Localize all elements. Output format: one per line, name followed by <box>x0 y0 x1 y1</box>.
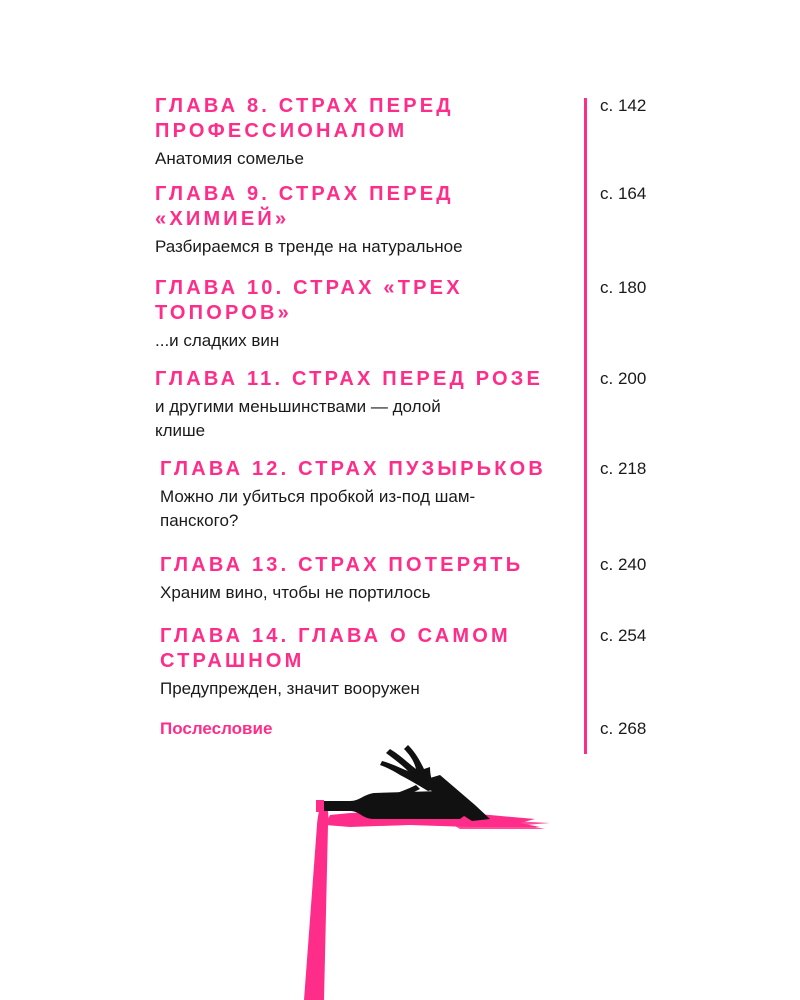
chapter-subtitle: Храним вино, чтобы не портилось <box>160 583 431 602</box>
chapter-subtitle: Анатомия сомелье <box>155 149 304 168</box>
claw-hand <box>380 745 436 791</box>
page-number: с. 268 <box>600 719 647 738</box>
toc-entry-chapter-13[interactable] <box>160 553 600 605</box>
toc-entry-chapter-14[interactable] <box>160 624 600 701</box>
page-number: с. 142 <box>600 96 647 115</box>
chapter-title: ГЛАВА 9. СТРАХ ПЕРЕД «ХИМИЕЙ» <box>155 183 454 230</box>
toc-entry-chapter-9[interactable] <box>155 182 595 259</box>
divider-line <box>584 98 587 754</box>
page-number: с. 218 <box>600 459 647 478</box>
chapter-title: ГЛАВА 10. СТРАХ «ТРЕХ ТОПОРОВ» <box>155 277 463 324</box>
page-number: с. 164 <box>600 184 647 203</box>
chapter-subtitle: и другими меньшинствами — долой клише <box>155 397 441 440</box>
page-number: с. 200 <box>600 369 647 388</box>
toc-entry-chapter-11[interactable] <box>155 367 595 443</box>
chapter-title: ГЛАВА 13. СТРАХ ПОТЕРЯТЬ <box>160 554 524 576</box>
toc-entry-chapter-10[interactable] <box>155 276 595 353</box>
chapter-title: ГЛАВА 14. ГЛАВА О САМОМ СТРАШНОМ <box>160 625 511 672</box>
chapter-subtitle: Можно ли убиться пробкой из-под шам- панского? <box>160 487 476 530</box>
chapter-title: ГЛАВА 12. СТРАХ ПУЗЫРЬКОВ <box>160 458 547 480</box>
toc-entry-chapter-12[interactable] <box>160 457 600 533</box>
bottle-neck <box>316 800 324 812</box>
page-number: с. 254 <box>600 626 647 645</box>
hand-pouring-bottle-illustration <box>290 745 560 1000</box>
chapter-subtitle: Предупрежден, значит вооружен <box>160 679 420 698</box>
chapter-subtitle: ...и сладких вин <box>155 331 280 350</box>
chapter-title: ГЛАВА 8. СТРАХ ПЕРЕД ПРОФЕССИОНАЛОМ <box>155 95 454 142</box>
toc-entry-afterword[interactable]: Послесловие <box>160 719 273 738</box>
wine-stream <box>304 803 328 1000</box>
page-number: с. 180 <box>600 278 647 297</box>
chapter-title: ГЛАВА 11. СТРАХ ПЕРЕД РОЗЕ <box>155 368 544 390</box>
chapter-subtitle: Разбираемся в тренде на натуральное <box>155 237 463 256</box>
page-number: с. 240 <box>600 555 647 574</box>
toc-entry-chapter-8[interactable] <box>155 94 595 171</box>
